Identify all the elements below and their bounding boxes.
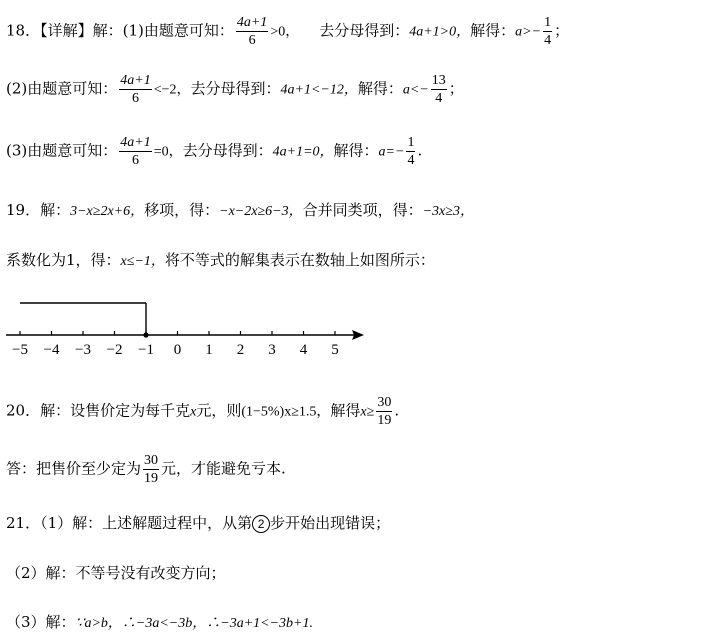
q21-line2-text: （2）解：不等号没有改变方向； xyxy=(6,564,226,582)
number-line xyxy=(0,295,722,365)
q18-p2-res-fraction: $\frac{13}{4}$ xyxy=(431,73,446,106)
q20-answer xyxy=(6,452,286,487)
q18-p1-res-fraction: $\frac{1}{4}$ xyxy=(544,15,552,48)
q18-p3-res-post: . xyxy=(417,141,423,160)
number-line-tick-label: 3 xyxy=(268,342,276,358)
q18-p2-solve-get: 解得： xyxy=(357,79,403,98)
q20-solve: 解得 xyxy=(330,401,361,420)
q20-res-fraction: $\frac{30}{19}$ xyxy=(377,395,392,428)
q18-label: 18． xyxy=(6,21,41,40)
number-line-tick-label: −2 xyxy=(106,342,123,358)
q20-label: 20．解：设售价定为每千克 xyxy=(6,401,191,420)
q21-line1-pre: 21．（1）解：上述解题过程中，从第 xyxy=(6,514,253,532)
q18-remove-den: 去分母得到： xyxy=(319,21,410,40)
q19-coef-text: 系数化为1，得： xyxy=(6,251,121,269)
q19-expr1: 3−x≥2x+6， xyxy=(70,204,145,219)
number-line-tick-label: 4 xyxy=(299,342,308,358)
number-line-tick-label: 2 xyxy=(236,342,245,358)
q21-line3 xyxy=(6,615,313,631)
q18-p3-step: 4a+1=0， xyxy=(272,144,334,160)
q19-expr3: −3x≥3， xyxy=(422,204,474,219)
q19-tail: 将不等式的解集表示在数轴上如图所示： xyxy=(164,251,435,269)
q18-p2-ineq: <−2， xyxy=(153,82,191,98)
number-line-tick-label: 1 xyxy=(205,342,213,358)
q18-p1-res-post: ； xyxy=(554,21,570,40)
q18-p2-remove-den: 去分母得到： xyxy=(190,79,281,98)
q20-res-pre: x≥ xyxy=(360,404,375,420)
number-line-tick-label: 5 xyxy=(331,342,339,358)
q18-p1-intro: 解：(1)由题意可知： xyxy=(92,21,234,40)
number-line-tick-label: −4 xyxy=(43,342,60,358)
q21-line3-math: ∵a>b，∴−3a<−3b，∴−3a+1<−3b+1. xyxy=(75,616,313,631)
q19-combine: 合并同类项，得： xyxy=(302,201,423,219)
solution-endpoint-dot xyxy=(143,332,148,337)
q18-p1-step: 4a+1>0， xyxy=(409,24,471,40)
q18-p1-res-pre: a>− xyxy=(515,24,542,40)
q21-line3-pre: （3）解： xyxy=(6,613,76,631)
q20-var: x xyxy=(190,404,197,420)
q20-ineq: (1−5%)x≥1.5， xyxy=(241,404,331,420)
q18-p2-res-post: ； xyxy=(448,79,464,98)
q20-yuan-then: 元，则 xyxy=(196,401,242,420)
q19-expr4: x≤−1， xyxy=(120,254,165,269)
q20-answer-pre: 答：把售价至少定为 xyxy=(6,459,142,478)
q21-line1 xyxy=(6,515,390,533)
number-line-tick-label: −3 xyxy=(75,342,91,358)
number-line-tick-label: −1 xyxy=(138,342,154,358)
q18-p3-solve-get: 解得： xyxy=(333,141,379,160)
number-line-tick-label: −5 xyxy=(12,342,28,358)
q18-p2-step: 4a+1<−12， xyxy=(280,82,358,98)
q19-line2 xyxy=(6,253,435,269)
q20-answer-post: 元，才能避免亏本. xyxy=(161,459,286,478)
q19-move: 移项，得： xyxy=(144,201,220,219)
q18-line2 xyxy=(6,72,464,107)
q18-p2-res-pre: a<− xyxy=(402,82,429,98)
q19-line1 xyxy=(6,203,474,219)
q18-p1-fraction: $\frac{4a+1}{6}$ xyxy=(236,15,268,48)
q21-line2 xyxy=(6,566,226,581)
q18-p3-res-fraction: $\frac{1}{4}$ xyxy=(407,135,415,168)
q18-p3-ineq: =0， xyxy=(153,144,183,160)
q18-line3 xyxy=(6,134,422,169)
number-line-tick-label: 0 xyxy=(173,342,182,358)
q20-line1 xyxy=(6,394,399,429)
q20-answer-fraction: $\frac{30}{19}$ xyxy=(144,453,159,486)
q21-line1-post: 步开始出现错误； xyxy=(270,514,391,532)
q18-p3-fraction: $\frac{4a+1}{6}$ xyxy=(120,135,151,168)
q19-expr2: −x−2x≥6−3， xyxy=(219,204,303,219)
step-circle-mark: 2 xyxy=(252,515,270,533)
q20-res-post: . xyxy=(394,401,400,420)
q18-p3-intro: (3)由题意可知： xyxy=(6,141,118,160)
q18-p3-remove-den: 去分母得到： xyxy=(182,141,273,160)
q18-p2-fraction: $\frac{4a+1}{6}$ xyxy=(120,73,151,106)
q18-tag: 【详解】 xyxy=(40,21,93,40)
q18-p3-res-pre: a=− xyxy=(378,144,405,160)
q19-label: 19．解： xyxy=(6,201,71,219)
q18-p2-intro: (2)由题意可知： xyxy=(6,79,118,98)
q18-p1-ineq: >0， xyxy=(270,24,300,40)
q18-solve-get: 解得： xyxy=(470,21,516,40)
q18-line1 xyxy=(6,14,569,49)
